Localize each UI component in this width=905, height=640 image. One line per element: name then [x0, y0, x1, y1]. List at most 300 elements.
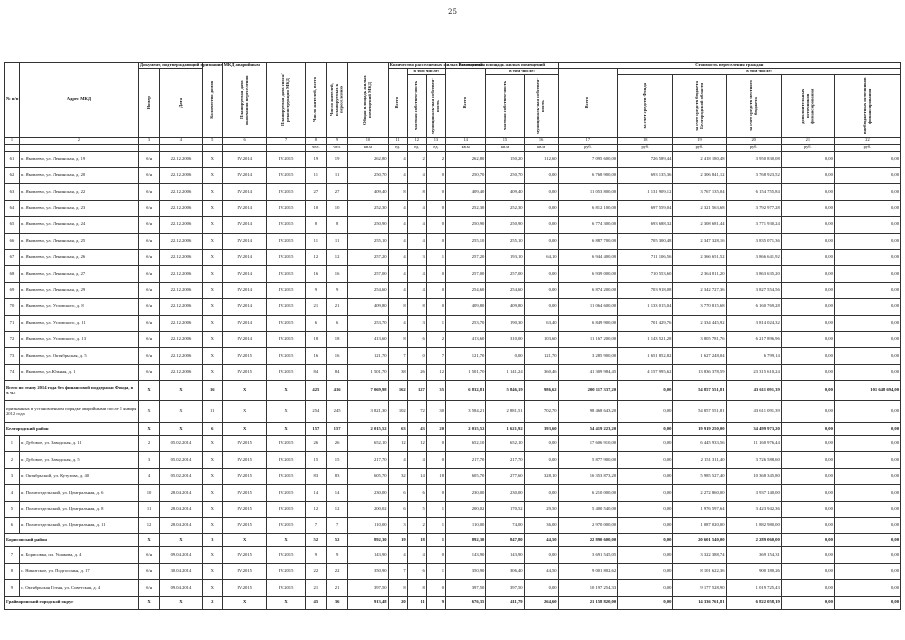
summary-cell: 98 468 643,20	[558, 401, 618, 423]
summary-cell: 892,30	[445, 534, 485, 547]
summary-cell: 0,00	[618, 423, 673, 436]
table-cell: 16	[326, 266, 347, 282]
table-cell: 3 827 554,56	[726, 282, 781, 298]
table-cell: 22.12.2006	[160, 184, 203, 200]
district1-row	[5, 423, 901, 436]
table-row	[5, 485, 901, 501]
table-cell: 217,70	[348, 452, 388, 468]
summary-cell: X	[267, 423, 305, 436]
table-cell: 0,00	[781, 364, 834, 380]
table-cell: 4	[138, 468, 159, 484]
table-cell: IV.2015	[267, 282, 305, 298]
table-cell: 711 106,56	[618, 249, 673, 265]
table-cell: 217,70	[445, 452, 485, 468]
table-cell: 29,50	[524, 501, 558, 517]
table-cell: 0,00	[524, 168, 558, 184]
table-cell: IV.2015	[267, 547, 305, 563]
table-cell: 200,02	[348, 501, 388, 517]
table-cell: 22.12.2006	[160, 299, 203, 315]
table-cell: 0,00	[834, 436, 900, 452]
table-cell: 0,00	[781, 501, 834, 517]
table-cell: 16 353 873,20	[558, 468, 618, 484]
table-cell: 26	[407, 364, 426, 380]
summary-cell: X	[138, 596, 159, 609]
table-cell: 350,90	[348, 563, 388, 579]
table-cell: 6 944 400,00	[558, 249, 618, 265]
table-cell: 6 887 700,00	[558, 233, 618, 249]
summary-cell: 0,00	[834, 596, 900, 609]
header-rooms-total: Всего	[388, 68, 407, 137]
table-cell: 121,70	[445, 348, 485, 364]
total_2014-row	[5, 381, 901, 401]
table-cell: 703 918,08	[618, 282, 673, 298]
table-cell: 22.12.2006	[160, 249, 203, 265]
table-cell: 1 651 852,82	[618, 348, 673, 364]
table-cell: IV.2015	[267, 485, 305, 501]
table-cell: 121,70	[348, 348, 388, 364]
table-cell: 9	[305, 547, 326, 563]
summary-cell: 0,00	[781, 401, 834, 423]
table-cell: 0,00	[618, 547, 673, 563]
table-cell: 18	[305, 331, 326, 347]
table-cell: 7	[426, 348, 445, 364]
table-cell: п. Дубовое, ул. Заводская, д. 11	[19, 436, 138, 452]
summary-cell: X	[222, 534, 267, 547]
column-number: 4	[160, 137, 203, 144]
table-cell: 255,10	[348, 233, 388, 249]
table-cell: 22.12.2006	[160, 282, 203, 298]
table-cell: п. Яковлево, ул. Ленинская, д. 27	[19, 266, 138, 282]
summary-cell: 35	[426, 381, 445, 401]
table-cell: 0,00	[781, 282, 834, 298]
table-cell: 12	[426, 364, 445, 380]
table-row	[5, 364, 901, 380]
header-planned-end: Планируемая дата окончания переселения	[222, 63, 267, 138]
table-cell: б/н	[138, 217, 159, 233]
table-cell: 350,90	[445, 563, 485, 579]
table-cell: 12	[305, 501, 326, 517]
table-cell: 8	[388, 299, 407, 315]
table-cell: 83	[326, 468, 347, 484]
summary-cell: 44,50	[524, 534, 558, 547]
table-cell: 0	[426, 200, 445, 216]
table-row	[5, 233, 901, 249]
table-cell: 15	[305, 452, 326, 468]
table-cell: 0	[426, 485, 445, 501]
unit-cell: руб.	[834, 144, 900, 151]
table-cell: 0,00	[834, 168, 900, 184]
table-row	[5, 518, 901, 534]
table-cell: п. Борисовка, пл. Ушакова, д. 4	[19, 547, 138, 563]
table-cell: IV.2015	[267, 299, 305, 315]
table-cell: 2 321 563,68	[673, 200, 726, 216]
summary-cell: X	[222, 596, 267, 609]
table-cell: 253,70	[445, 315, 485, 331]
table-cell: 0,00	[834, 217, 900, 233]
table-cell: 2 308 681,44	[673, 217, 726, 233]
table-cell: IV.2015	[267, 501, 305, 517]
table-cell: 230,00	[348, 485, 388, 501]
table-cell: X	[202, 151, 222, 167]
table-cell: п. Яковлево, ул. Угловского, д. 13	[19, 331, 138, 347]
summary-cell: 1 621,92	[486, 423, 524, 436]
table-cell: 4	[407, 217, 426, 233]
table-cell: 0	[426, 452, 445, 468]
unit-cell	[267, 144, 305, 151]
header-doc-date: Дата	[160, 68, 203, 137]
unit-cell: руб.	[781, 144, 834, 151]
table-cell: 3 805 781,76	[673, 331, 726, 347]
table-cell: 0,00	[834, 249, 900, 265]
table-cell: 409,40	[445, 184, 485, 200]
table-cell: 0,00	[618, 468, 673, 484]
district3-label: Грайворонский городской округ	[5, 596, 139, 609]
column-number: 18	[618, 137, 673, 144]
table-cell: 0,00	[781, 452, 834, 468]
column-number: 9	[326, 137, 347, 144]
table-cell: 6 160 769,28	[726, 299, 781, 315]
summary-cell: X	[222, 381, 267, 401]
table-cell: 74,00	[486, 518, 524, 534]
table-cell: 255,10	[445, 233, 485, 249]
table-cell: 12	[388, 436, 407, 452]
table-cell: 22.12.2006	[160, 217, 203, 233]
table-cell: 63	[5, 184, 20, 200]
table-cell: 230,00	[445, 485, 485, 501]
table-cell: п. Яковлево, ул. Ленинская, д. 19	[19, 151, 138, 167]
table-cell: п. Политотдельский, ул. Центральная, д. 11	[19, 518, 138, 534]
table-cell: 4	[388, 200, 407, 216]
table-cell: 0,00	[524, 233, 558, 249]
summary-cell: 22 890 600,00	[558, 534, 618, 547]
table-cell: 8	[407, 580, 426, 596]
table-cell: 64,10	[524, 249, 558, 265]
table-cell: п. Октябрьский, ул. Кутузова, д. 40	[19, 468, 138, 484]
table-cell: 1 087 020,00	[673, 518, 726, 534]
summary-cell: 6 822 058,19	[726, 596, 781, 609]
table-cell: 11	[326, 233, 347, 249]
table-cell: 84	[305, 364, 326, 380]
table-cell: 0,00	[834, 485, 900, 501]
table-cell: 250,90	[445, 217, 485, 233]
table-cell: 12	[326, 501, 347, 517]
summary-cell: 54 857 551,81	[673, 381, 726, 401]
table-cell: 6 799,14	[726, 348, 781, 364]
table-cell: б/н	[138, 282, 159, 298]
table-cell: 11	[305, 168, 326, 184]
table-cell: 22.12.2006	[160, 200, 203, 216]
table-cell: 2	[426, 151, 445, 167]
table-cell: 12	[138, 518, 159, 534]
table-cell: 6	[407, 485, 426, 501]
table-cell: 2 347 328,16	[673, 233, 726, 249]
table-cell: 254,60	[486, 282, 524, 298]
table-cell: 254,60	[445, 282, 485, 298]
summary-cell: X	[222, 401, 267, 423]
table-cell: IV.2015	[267, 233, 305, 249]
table-cell: 0	[426, 580, 445, 596]
summary-cell: X	[222, 423, 267, 436]
table-cell: X	[202, 580, 222, 596]
unit-cell	[138, 144, 159, 151]
table-cell: 16	[305, 266, 326, 282]
table-cell: X	[202, 485, 222, 501]
table-cell: 15	[326, 452, 347, 468]
table-cell: 6	[388, 501, 407, 517]
summary-cell: 43	[407, 423, 426, 436]
table-cell: 413,60	[445, 331, 485, 347]
summary-cell: 162	[388, 381, 407, 401]
header-area-private: частная собствен-ность	[486, 74, 524, 137]
table-cell: 0,00	[834, 315, 900, 331]
summary-cell: 19	[388, 534, 407, 547]
header-area-total: Общая площадь жилых помещений МКД	[348, 63, 388, 138]
unit-cell: кв.м	[348, 144, 388, 151]
summary-cell: 264,60	[524, 596, 558, 609]
table-cell: IV.2015	[267, 468, 305, 484]
table-cell: б/н	[138, 364, 159, 380]
table-cell: 170,52	[486, 501, 524, 517]
table-cell: 1 501,70	[348, 364, 388, 380]
unit-cell	[202, 144, 222, 151]
table-cell: 1 501,70	[445, 364, 485, 380]
table-cell: б/н	[138, 563, 159, 579]
header-cost-regional: за счет средств бюджета Белгородской области	[673, 74, 726, 137]
table-cell: 2 334 445,92	[673, 315, 726, 331]
table-cell: 28.04.2014	[160, 518, 203, 534]
table-cell: 11	[326, 168, 347, 184]
table-cell: 150,20	[486, 151, 524, 167]
table-row	[5, 217, 901, 233]
summary-cell: 11	[202, 401, 222, 423]
column-number: 19	[673, 137, 726, 144]
column-number: 2	[19, 137, 138, 144]
units-row	[5, 144, 901, 151]
table-cell: 10 197 254,33	[558, 580, 618, 596]
table-cell: 0	[426, 436, 445, 452]
table-row	[5, 249, 901, 265]
table-cell: 257,20	[445, 249, 485, 265]
table-cell: IV.2015	[222, 348, 267, 364]
table-cell: 22.12.2006	[160, 233, 203, 249]
table-cell: 409,80	[348, 299, 388, 315]
table-cell: 7	[388, 563, 407, 579]
table-cell: 2	[426, 331, 445, 347]
table-cell: IV.2015	[267, 348, 305, 364]
table-row	[5, 299, 901, 315]
table-cell: 306,40	[486, 563, 524, 579]
table-cell: 30.04.2014	[160, 563, 203, 579]
table-cell: 69	[5, 282, 20, 298]
table-cell: 1	[426, 518, 445, 534]
table-cell: 0,00	[524, 436, 558, 452]
table-cell: IV.2015	[267, 200, 305, 216]
table-cell: 3 768 923,52	[726, 168, 781, 184]
table-cell: 5	[407, 501, 426, 517]
table-cell: 9	[326, 282, 347, 298]
table-cell: 3 792 977,28	[726, 200, 781, 216]
table-cell: б/н	[138, 168, 159, 184]
table-cell: 3 770 815,68	[673, 299, 726, 315]
header-cost-extra2: внебюджетных источников финансирования	[834, 74, 900, 137]
table-cell: 66	[5, 233, 20, 249]
table-cell: IV.2015	[222, 563, 267, 579]
table-cell: 41 309 984,45	[558, 364, 618, 380]
table-cell: 22.12.2006	[160, 331, 203, 347]
unit-cell: кв.м	[445, 144, 485, 151]
header-rooms-group: Количество расселяемых жилых помещений	[389, 62, 483, 67]
summary-cell: 702,70	[524, 401, 558, 423]
resettlement-table	[4, 62, 901, 610]
table-cell: п. Дубовое, ул. Заводская, д. 5	[19, 452, 138, 468]
table-cell: 0	[426, 299, 445, 315]
table-cell: 71	[5, 315, 20, 331]
table-cell: п. Яковлево, ул. Угловского, д. 11	[19, 315, 138, 331]
table-cell: 3 950 830,08	[726, 151, 781, 167]
summary-cell: 54 857 551,81	[673, 401, 726, 423]
header-area-incl: в том числе:	[486, 68, 558, 74]
unit-cell: кв.м	[486, 144, 524, 151]
table-cell: 2	[138, 436, 159, 452]
table-cell: 5 877 900,00	[558, 452, 618, 468]
table-cell: 110,00	[445, 518, 485, 534]
district3-row	[5, 596, 901, 609]
table-cell: 4	[388, 266, 407, 282]
table-cell: IV.2015	[267, 452, 305, 468]
table-cell: 112,60	[524, 151, 558, 167]
unit-cell	[19, 144, 138, 151]
summary-cell: 34 499 973,20	[726, 423, 781, 436]
table-cell: 32	[388, 468, 407, 484]
table-cell: 4	[407, 233, 426, 249]
table-row	[5, 563, 901, 579]
summary-cell: 0,00	[834, 534, 900, 547]
table-cell: X	[202, 563, 222, 579]
table-cell: 83	[305, 468, 326, 484]
summary-cell: 847,80	[486, 534, 524, 547]
table-cell: X	[202, 468, 222, 484]
summary-cell: X	[267, 401, 305, 423]
table-cell: 0,00	[524, 184, 558, 200]
table-cell: IV.2015	[267, 436, 305, 452]
table-cell: 0,00	[834, 184, 900, 200]
table-cell: 409,80	[445, 299, 485, 315]
table-cell: 4	[388, 282, 407, 298]
summary-cell: 245	[326, 401, 347, 423]
table-cell: 0	[426, 547, 445, 563]
table-cell: IV.2015	[267, 266, 305, 282]
table-cell: 254,60	[348, 282, 388, 298]
table-cell: 0	[426, 233, 445, 249]
table-cell: п. Яковлево, ул. Ленинская, д. 22	[19, 184, 138, 200]
table-cell: п. Яковлево, ул. Ленинская, д. 25	[19, 233, 138, 249]
table-cell: 3	[5, 468, 20, 484]
table-cell: 5 985 527,40	[673, 468, 726, 484]
table-cell: 28.04.2014	[160, 501, 203, 517]
table-cell: 257,20	[348, 249, 388, 265]
table-cell: 2 366 651,52	[673, 249, 726, 265]
table-cell: 3 937 140,00	[726, 485, 781, 501]
table-cell: X	[202, 168, 222, 184]
table-cell: 250,70	[445, 168, 485, 184]
summary-cell: 2 881,51	[486, 401, 524, 423]
table-cell: 0,00	[781, 547, 834, 563]
table-cell: 19	[326, 151, 347, 167]
summary-cell: 5 846,19	[486, 381, 524, 401]
unit-cell	[5, 144, 20, 151]
table-cell: 6	[326, 315, 347, 331]
table-cell: 3 767 135,04	[673, 184, 726, 200]
table-cell: 2 970 000,00	[558, 518, 618, 534]
table-cell: 22.12.2006	[160, 315, 203, 331]
table-cell: 0,00	[781, 518, 834, 534]
table-cell: 38	[388, 364, 407, 380]
table-cell: 2 364 811,20	[673, 266, 726, 282]
table-cell: 74	[5, 364, 20, 380]
table-cell: п. Яковлево, ул. Ленинская, д. 23	[19, 200, 138, 216]
table-cell: 0,00	[834, 331, 900, 347]
table-cell: 19	[305, 151, 326, 167]
table-cell: 26	[326, 436, 347, 452]
table-cell: 710 553,60	[618, 266, 673, 282]
summary-cell: 0,00	[618, 596, 673, 609]
table-cell: 63,40	[524, 315, 558, 331]
table-cell: 0,00	[834, 452, 900, 468]
table-cell: 3	[138, 452, 159, 468]
table-cell: 250,70	[486, 168, 524, 184]
summary-cell: 0,00	[834, 423, 900, 436]
table-cell: 11 064 600,00	[558, 299, 618, 315]
table-cell: IV.2015	[222, 468, 267, 484]
summary-cell: X	[267, 596, 305, 609]
summary-cell: 63	[388, 423, 407, 436]
table-cell: 6 849 900,00	[558, 315, 618, 331]
table-cell: 1	[5, 436, 20, 452]
table-cell: IV.2015	[267, 217, 305, 233]
table-cell: 277,60	[486, 468, 524, 484]
table-cell: б/н	[138, 200, 159, 216]
summary-cell: 16	[202, 381, 222, 401]
table-cell: 84	[326, 364, 347, 380]
table-cell: X	[202, 249, 222, 265]
column-number: 6	[222, 137, 267, 144]
table-cell: 255,10	[486, 233, 524, 249]
summary-cell: X	[160, 401, 203, 423]
summary-cell: 52	[326, 534, 347, 547]
summary-cell: X	[138, 534, 159, 547]
summary-cell: X	[160, 534, 203, 547]
table-cell: 7	[5, 547, 20, 563]
summary-cell: 43 611 091,39	[726, 401, 781, 423]
table-cell: IV.2015	[267, 249, 305, 265]
table-cell: 0,00	[781, 151, 834, 167]
table-cell: 4	[407, 452, 426, 468]
table-cell: 8	[5, 563, 20, 579]
header-address: Адрес МКД	[19, 63, 138, 138]
table-row	[5, 547, 901, 563]
summary-cell: 254	[305, 401, 326, 423]
column-number: 14	[445, 137, 485, 144]
table-cell: 17 606 910,00	[558, 436, 618, 452]
table-cell: 8	[388, 184, 407, 200]
table-row	[5, 452, 901, 468]
table-cell: п. Яковлево, ул. Ленинская, д. 20	[19, 168, 138, 184]
table-cell: IV.2014	[222, 233, 267, 249]
table-cell: IV.2015	[222, 364, 267, 380]
table-cell: 0,00	[618, 485, 673, 501]
table-cell: 652,10	[348, 436, 388, 452]
table-cell: 21	[305, 299, 326, 315]
